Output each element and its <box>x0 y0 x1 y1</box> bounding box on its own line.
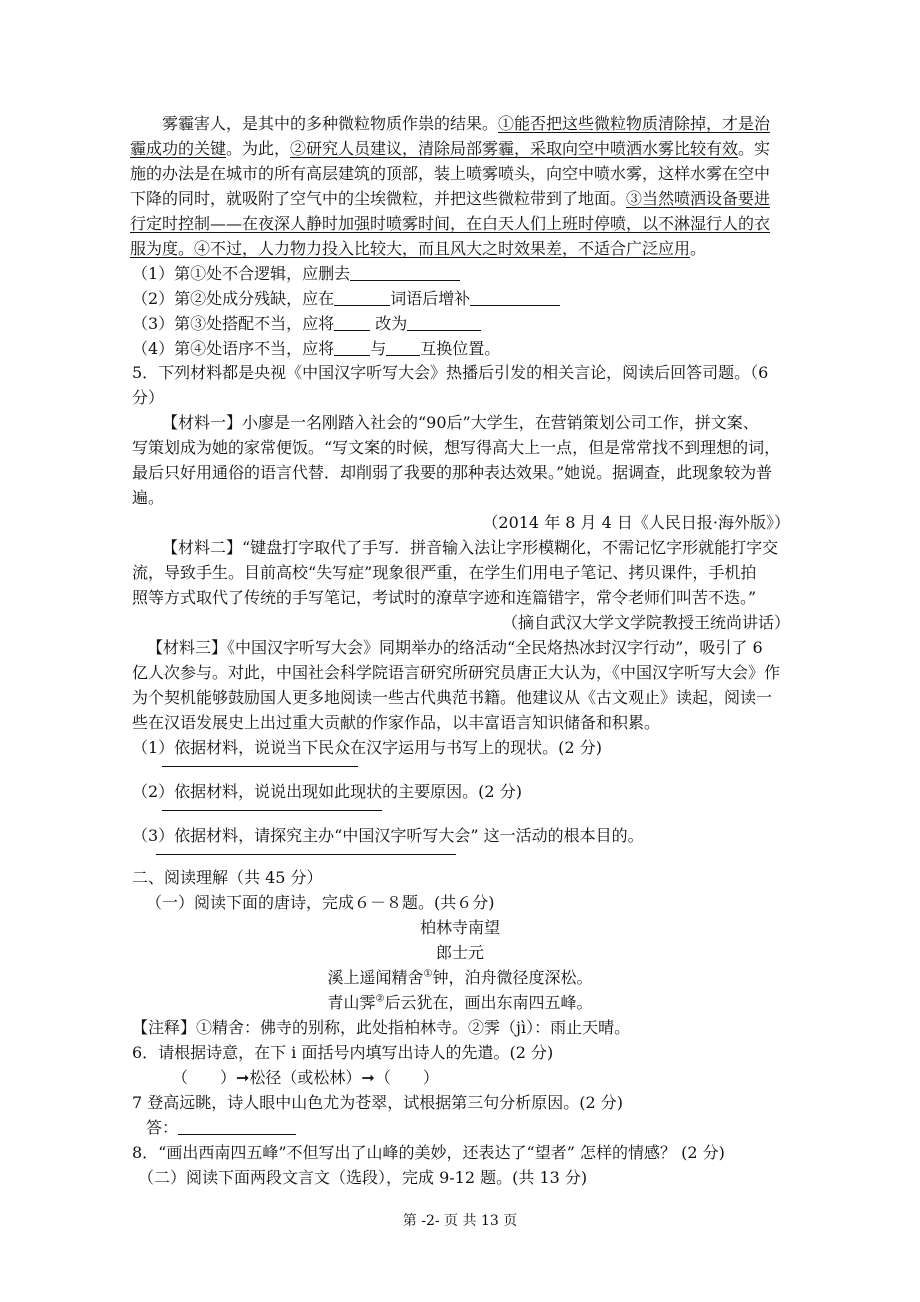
part-2-heading: （二）阅读下面两段文言文（选段），完成 9-12 题。(共 13 分) <box>138 1168 588 1187</box>
passage-error-3-cont: 行定时控制——在夜深人静时加强时喷雾时间，在白天人们上班时停喷，以不淋湿行人的衣 <box>130 214 771 233</box>
material-1-line: 【材料一】小廖是一名刚踏入社会的“90后”大学生，在营销策划公司工作，拼文案、 <box>162 413 759 432</box>
material-2-line: 照等方式取代了传统的手写笔记，考试时的潦草字迹和连篇错字，常令老师们叫苦不迭。” <box>132 588 757 607</box>
question-6-answer-path[interactable]: （ ）➞松径（或松林）➞（ ） <box>172 1068 439 1087</box>
footnote-marker: ① <box>423 968 433 980</box>
passage-error-1: ①能否把这些微粒物质清除掉，才是治 <box>498 114 771 133</box>
q4-item-1 <box>132 262 920 286</box>
poem-title: 柏林寺南望 <box>419 918 500 937</box>
material-3-line: 亿人次参与。对此，中国社会科学院语言研究所研究员唐正大认为，《中国汉字听写大会》作 <box>132 663 781 682</box>
passage-line-6 <box>130 237 920 261</box>
part-1-heading: （一）阅读下面的唐诗，完成６－８题。(共６分) <box>146 893 495 912</box>
passage-error-3: ③当然喷洒设备要进 <box>626 189 771 208</box>
passage-text: 施的办法是在城市的所有高层建筑的顶部，装上喷雾喷头，向空中喷水雾，这样水雾在空中 <box>130 164 771 183</box>
passage-error-1-cont: 霾成功的关键 <box>130 139 227 158</box>
answer-blank[interactable] <box>178 1116 296 1135</box>
passage-text: 。实 <box>738 139 771 158</box>
poem-note: 【注释】①精舍：佛寺的别称，此处指柏林寺。②霁（jì）：雨止天晴。 <box>132 1018 631 1037</box>
answer-blank[interactable] <box>334 337 370 356</box>
poem-text: 后云犹在，画出东南四五峰。 <box>384 993 593 1012</box>
material-2-line: 【材料二】“键盘打字取代了手写．拼音输入法让字形模糊化，不需记忆字形就能打字交 <box>162 538 779 557</box>
answer-blank[interactable] <box>334 312 370 331</box>
poem-text: 钟，泊舟微径度深松。 <box>432 968 593 987</box>
material-3-line: 些在汉语发展史上出过重大贡献的作家作品，以丰富语言知识储备和积累。 <box>132 713 661 732</box>
passage-line-5 <box>130 212 920 236</box>
passage-text: 下降的同时，就吸附了空气中的尘埃微粒，并把这些微粒带到了地面。 <box>130 189 627 208</box>
passage-error-2: ②研究人员建议，清除局部雾霾，采取向空中喷洒水雾比较有效 <box>290 139 739 158</box>
material-2-source: （摘自武汉大学文学院教授王统尚讲话） <box>501 613 790 632</box>
q4-item-3 <box>132 312 920 336</box>
q4-item-4-text-b: 与 <box>370 339 387 358</box>
q4-item-3-text: （3）第③处搭配不当，应将 <box>132 314 335 333</box>
q5-title: 5．下列材料都是央视《中国汉字听写大会》热播后引发的相关言论，阅读后回答司题。（6 <box>132 363 769 382</box>
poem-text: 青山霁 <box>327 993 376 1012</box>
passage-text: 。 <box>690 239 707 258</box>
passage-text: 。为此， <box>226 139 291 158</box>
answer-blank[interactable] <box>386 337 420 356</box>
material-1-source: （2014 年 8 月 4 日《人民日报·海外版》） <box>482 513 790 532</box>
answer-blank[interactable] <box>470 287 560 306</box>
q4-item-2-text: （2）第②处成分残缺，应在 <box>132 289 335 308</box>
poem-text: 溪上遥闻精舍 <box>327 968 424 987</box>
footnote-marker: ② <box>375 993 385 1005</box>
q4-item-2 <box>132 287 920 311</box>
question-8: 8．“画出西南四五峰”不但写出了山峰的美妙，还表达了“望者” 怎样的情感？ (2 分) <box>132 1143 725 1162</box>
page-footer: 第 -2- 页 共 13 页 <box>402 1213 518 1229</box>
answer-line[interactable] <box>162 766 358 767</box>
answer-blank[interactable] <box>407 312 481 331</box>
passage-line-1 <box>162 112 920 136</box>
material-1-line: 最后只好用通俗的语言代替．却削弱了我要的那种表达效果。”她说。据调查，此现象较为普 <box>132 463 773 482</box>
answer-line[interactable] <box>162 810 382 811</box>
passage-line-2 <box>130 137 920 161</box>
q5-sub-2: （2）依据材料，说说出现如此现状的主要原因。(2 分) <box>132 782 522 801</box>
q4-item-1-text: （1）第①处不合逻辑，应删去 <box>132 264 351 283</box>
passage-line-4 <box>130 187 920 211</box>
q4-item-4 <box>132 337 920 361</box>
question-7-answer <box>146 1116 920 1140</box>
answer-label: 答： <box>146 1118 179 1137</box>
q4-item-4-text: （4）第④处语序不当，应将 <box>132 339 335 358</box>
q5-sub-3: （3）依据材料，请探究主办“中国汉字听写大会” 这一活动的根本目的。 <box>132 826 644 845</box>
answer-line[interactable] <box>156 854 456 855</box>
material-3-line: 【材料三】《中国汉字听写大会》同期举办的络活动“全民烙热冰封汉字行动”，吸引了 6 <box>147 638 763 657</box>
q4-item-2-text-b: 词语后增补 <box>390 289 471 308</box>
passage-text: 雾霾害人，是其中的多种微粒物质作祟的结果。 <box>162 114 499 133</box>
answer-blank[interactable] <box>350 262 460 281</box>
material-1-line: 遍。 <box>132 488 165 507</box>
q4-item-4-text-c: 互换位置。 <box>420 339 501 358</box>
passage-error-4: 服为度。④不过，人力物力投入比较大，而且风大之时效果差，不适合广泛应用 <box>130 239 691 258</box>
material-1-line: 写策划成为她的家常便饭。“写文案的时候，想写得高大上一点，但是常常找不到理想的词， <box>132 438 781 457</box>
passage-line-3 <box>130 162 920 186</box>
q5-sub-1: （1）依据材料，说说当下民众在汉字运用与书写上的现状。(2 分) <box>132 738 602 757</box>
q5-title-cont: 分） <box>132 388 165 407</box>
question-7: 7 登高远眺，诗人眼中山色尤为苍翠，试根据第三句分析原因。(2 分) <box>132 1093 624 1112</box>
q4-item-3-text-b: 改为 <box>370 314 408 333</box>
poem-line-1 <box>0 966 920 990</box>
answer-blank[interactable] <box>334 287 390 306</box>
section-heading: 二、阅读理解（共 45 分） <box>132 868 323 887</box>
question-6: 6．请根据诗意，在下 i 面括号内填写出诗人的先遣。(2 分) <box>132 1043 554 1062</box>
poem-line-2 <box>0 991 920 1015</box>
material-2-line: 流，导致手生。目前高校“失写症”现象很严重，在学生们用电子笔记、拷贝课件，手机拍 <box>132 563 757 582</box>
poem-author: 郎士元 <box>435 943 484 962</box>
material-3-line: 为个契机能够鼓励国人更多地阅读一些古代典范书籍。他建议从《古文观止》读起，阅读一 <box>132 688 773 707</box>
